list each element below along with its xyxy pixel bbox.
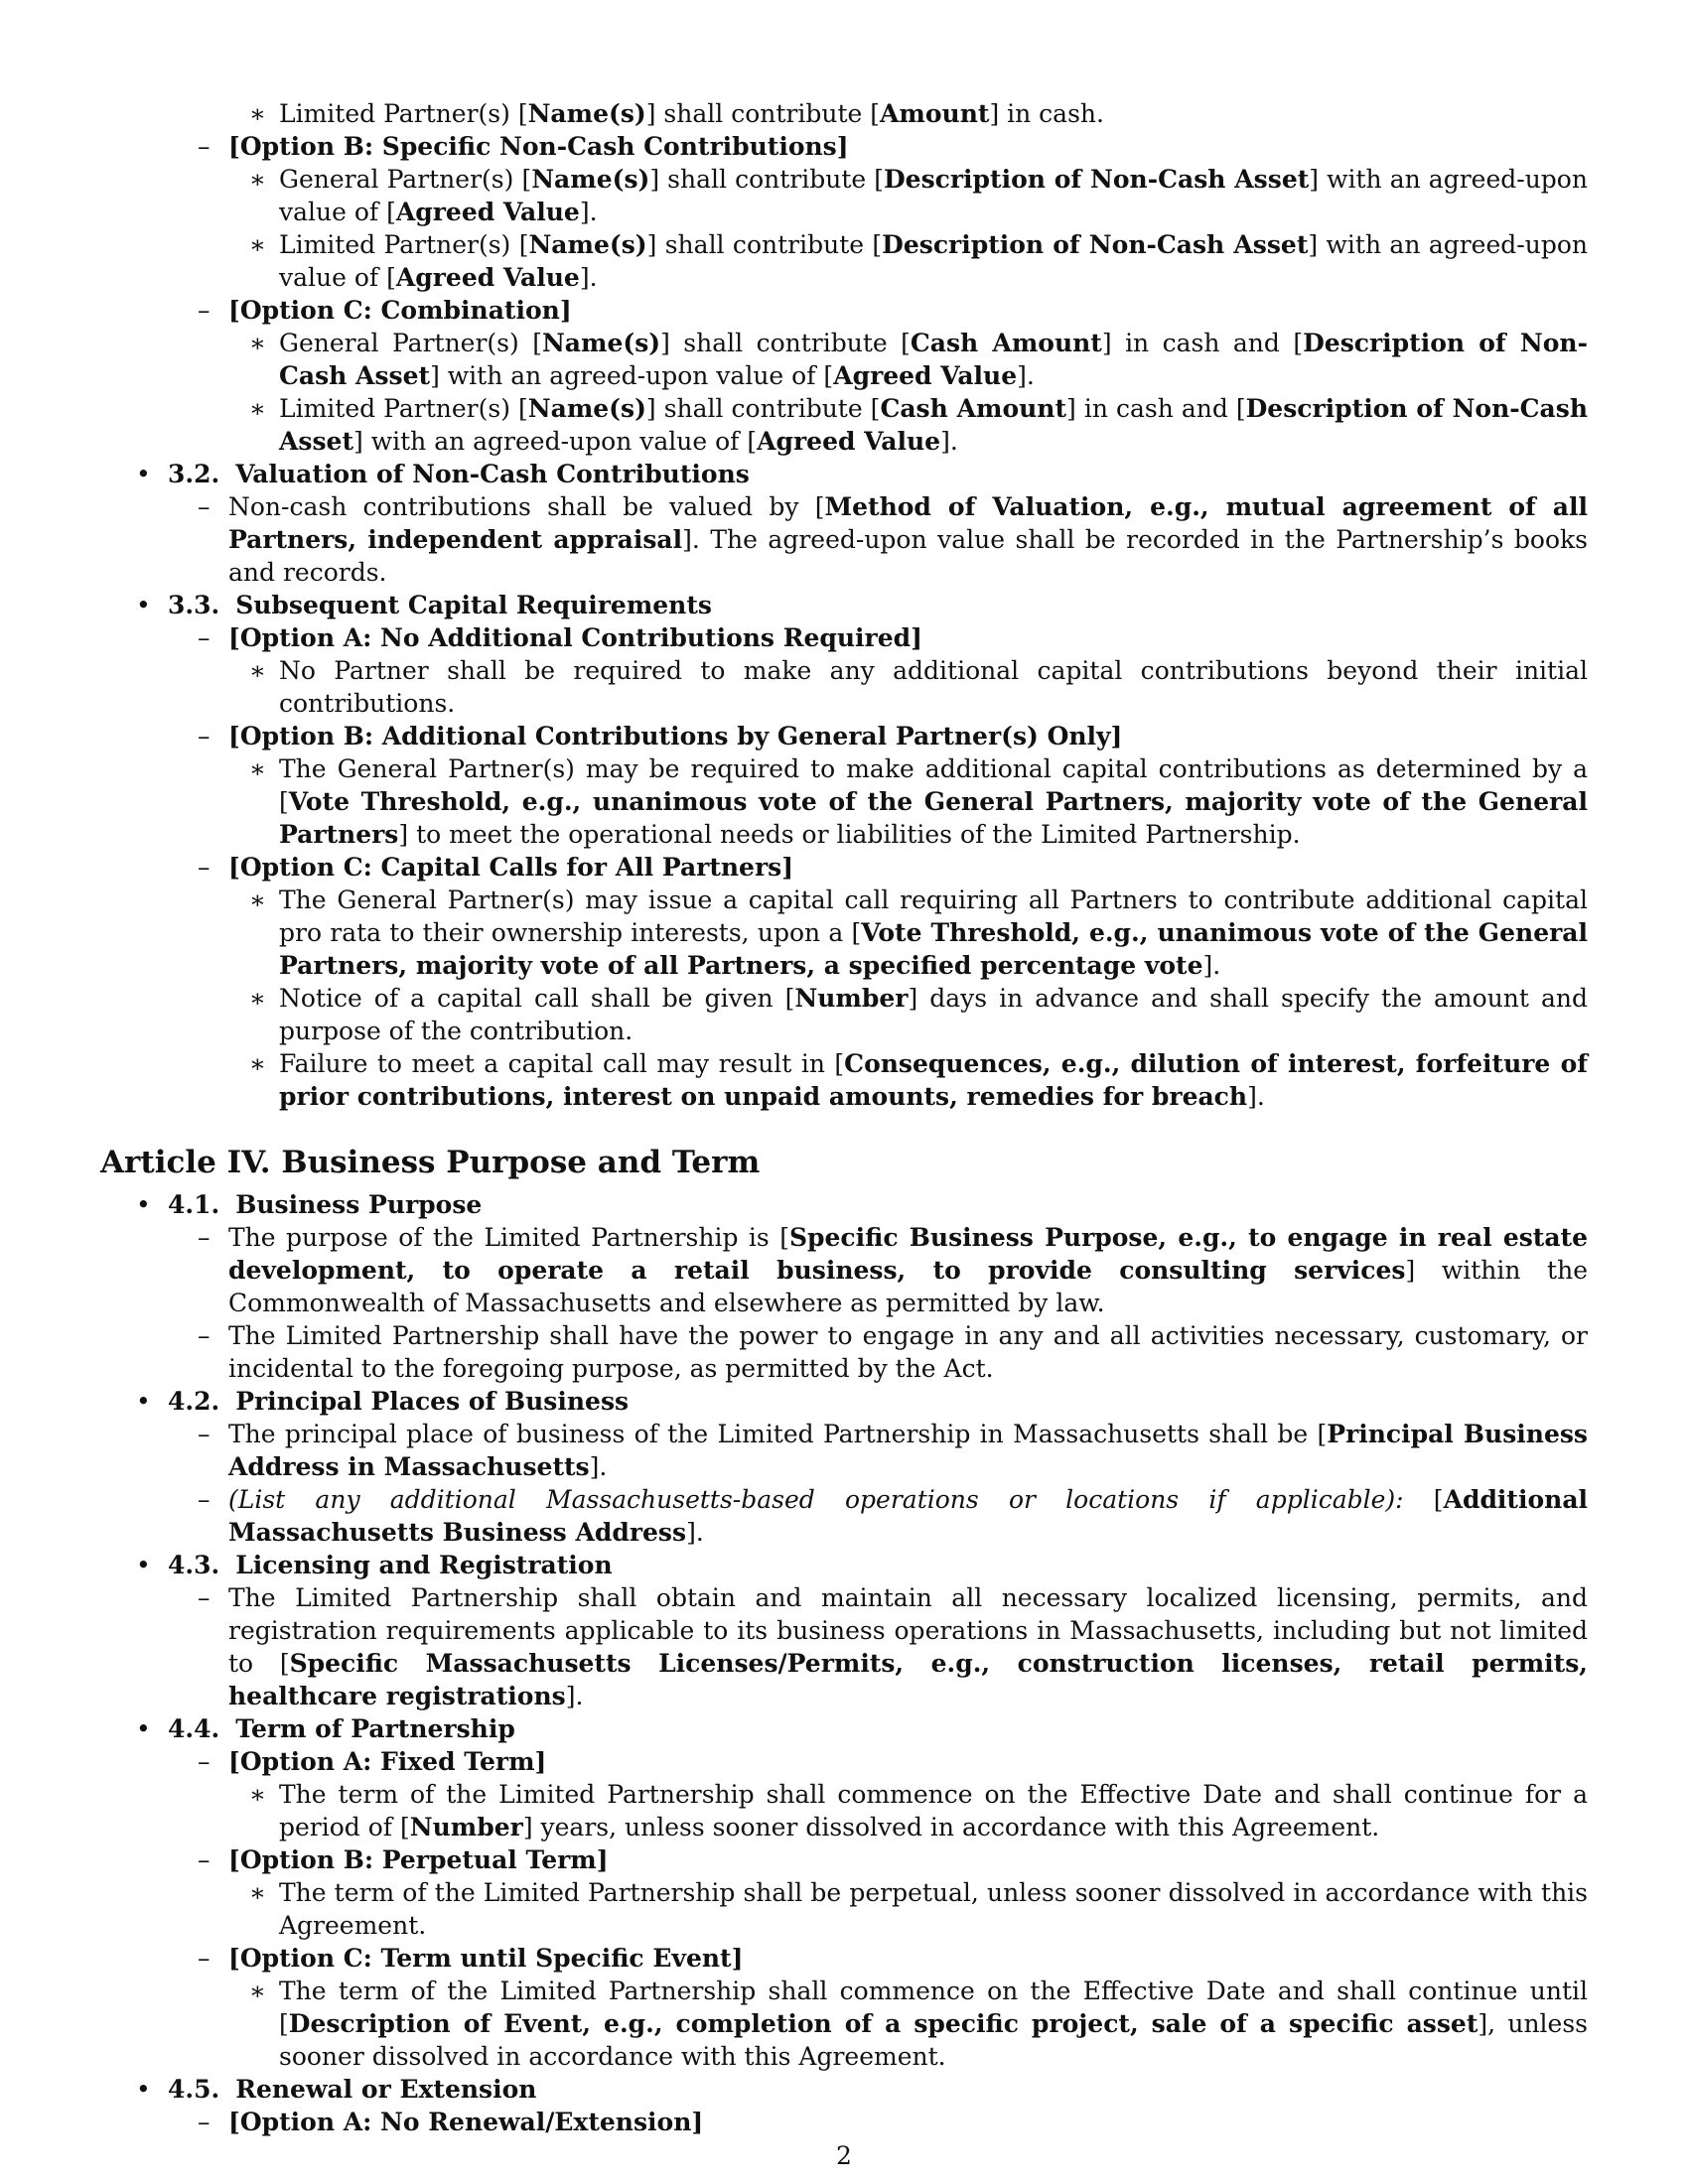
bullet-l2: –: [198, 853, 211, 882]
bullet-l3: ∗: [249, 329, 266, 357]
bullet-l1: •: [136, 1190, 151, 1219]
option-heading: – [Option C: Combination]: [198, 296, 572, 325]
option-heading: – [Option A: Fixed Term]: [198, 1747, 547, 1776]
option-heading: – [Option C: Capital Calls for All Partners]: [198, 853, 794, 882]
option-heading: – [Option C: Term until Specific Event]: [198, 1944, 744, 1973]
list-item: – The purpose of the Limited Partnership is [Specific Business Purpose, e.g., to engage in real estate development, to operate a retail business, to provide consulting services] within the Commonwealth of Massachusetts and elsewhere as permitted by law.: [198, 1223, 1588, 1317]
list-item: ∗ Limited Partner(s) [Name(s)] shall contribute [Cash Amount] in cash and [Description of Non-Cash Asset] with an agreed-upon value of [Agreed Value].: [249, 394, 1588, 456]
bullet-l3: ∗: [249, 1780, 266, 1809]
bullet-l2: –: [198, 1420, 211, 1448]
section-heading: • 3.2. Valuation of Non-Cash Contributions: [136, 460, 750, 488]
section-heading: • 4.3. Licensing and Registration: [136, 1551, 613, 1579]
bullet-l1: •: [136, 1387, 151, 1416]
document-body: [100, 97, 1588, 2138]
bullet-l2: –: [198, 296, 211, 325]
list-item: – Non-cash contributions shall be valued by [Method of Valuation, e.g., mutual agreement of all Partners, independent appraisal]. The agreed-upon value shall be recorded in the Partnership’s books and records.: [198, 492, 1588, 587]
list-item: ∗ No Partner shall be required to make any additional capital contributions beyond their initial contributions.: [249, 656, 1588, 718]
bullet-l3: ∗: [249, 886, 266, 914]
bullet-l3: ∗: [249, 1878, 266, 1907]
list-item: – The Limited Partnership shall obtain and maintain all necessary localized licensing, permits, and registration requirements applicable to its business operations in Massachusetts, including but not limited to [Specific Massachusetts Licenses/Permits, e.g., construction licenses, retail permits, healthcare registrations].: [198, 1583, 1588, 1710]
option-heading: – [Option A: No Renewal/Extension]: [198, 2108, 704, 2136]
bullet-l2: –: [198, 1223, 211, 1252]
page-number: 2: [836, 2141, 852, 2170]
bullet-l2: –: [198, 1321, 211, 1350]
list-item: ∗ Limited Partner(s) [Name(s)] shall contribute [Amount] in cash.: [249, 99, 1104, 128]
list-item: ∗ The General Partner(s) may be required to make additional capital contributions as determined by a [Vote Threshold, e.g., unanimous vote of the General Partners, majority vote of the General Partners] to meet the operational needs or liabilities of the Limited Partnership.: [249, 754, 1588, 849]
section-heading: • 3.3. Subsequent Capital Requirements: [136, 591, 712, 619]
bullet-l3: ∗: [249, 230, 266, 259]
section-heading: • 4.2. Principal Places of Business: [136, 1387, 630, 1416]
bullet-l3: ∗: [249, 1049, 266, 1078]
option-heading: – [Option B: Additional Contributions by General Partner(s) Only]: [198, 722, 1123, 751]
bullet-l3: ∗: [249, 984, 266, 1013]
bullet-l1: •: [136, 1551, 151, 1579]
bullet-l3: ∗: [249, 394, 266, 423]
section-heading: • 4.4. Term of Partnership: [136, 1714, 515, 1743]
section-heading: • 4.5. Renewal or Extension: [136, 2075, 537, 2104]
bullet-l2: –: [198, 132, 211, 161]
bullet-l2: –: [198, 1747, 211, 1776]
list-item: – The Limited Partnership shall have the power to engage in any and all activities necessary, customary, or incidental to the foregoing purpose, as permitted by the Act.: [198, 1321, 1588, 1383]
list-item: ∗ Notice of a capital call shall be given [Number] days in advance and shall specify the amount and purpose of the contribution.: [249, 984, 1588, 1045]
bullet-l3: ∗: [249, 754, 266, 783]
list-item: ∗ Failure to meet a capital call may result in [Consequences, e.g., dilution of interest, forfeiture of prior contributions, interest on unpaid amounts, remedies for breach].: [249, 1049, 1588, 1111]
list-item: ∗ The term of the Limited Partnership shall commence on the Effective Date and shall continue for a period of [Number] years, unless sooner dissolved in accordance with this Agreement.: [249, 1780, 1588, 1842]
bullet-l1: •: [136, 591, 151, 619]
list-item: – (List any additional Massachusetts-based operations or locations if applicable): [Additional Massachusetts Business Address].: [198, 1485, 1589, 1547]
list-item: ∗ The term of the Limited Partnership shall commence on the Effective Date and shall continue until [Description of Event, e.g., completion of a specific project, sale of a specific asset], unless sooner dissolved in accordance with this Agreement.: [249, 1977, 1588, 2071]
bullet-l2: –: [198, 722, 211, 751]
bullet-l3: ∗: [249, 99, 266, 128]
bullet-l2: –: [198, 1944, 211, 1973]
bullet-l1: •: [136, 460, 151, 488]
option-heading: – [Option A: No Additional Contributions Required]: [198, 623, 922, 652]
list-item: ∗ General Partner(s) [Name(s)] shall contribute [Cash Amount] in cash and [Description of Non-Cash Asset] with an agreed-upon value of [Agreed Value].: [249, 329, 1588, 390]
bullet-l1: •: [136, 2075, 151, 2104]
list-item: ∗ General Partner(s) [Name(s)] shall contribute [Description of Non-Cash Asset] with an agreed-upon value of [Agreed Value].: [249, 165, 1588, 226]
bullet-l3: ∗: [249, 656, 266, 685]
option-heading: – [Option B: Perpetual Term]: [198, 1845, 609, 1874]
bullet-l2: –: [198, 623, 211, 652]
option-heading: – [Option B: Specific Non-Cash Contributions]: [198, 132, 849, 161]
bullet-l3: ∗: [249, 1977, 266, 2005]
list-item: ∗ The General Partner(s) may issue a capital call requiring all Partners to contribute additional capital pro rata to their ownership interests, upon a [Vote Threshold, e.g., unanimous vote of the General Partners, majority vote of all Partners, a specified percentage vote].: [249, 886, 1588, 980]
list-item: – The principal place of business of the Limited Partnership in Massachusetts shall be [Principal Business Address in Massachusetts].: [198, 1420, 1588, 1481]
bullet-l2: –: [198, 2108, 211, 2136]
article-heading: Article IV. Business Purpose and Term: [100, 1145, 761, 1180]
section-heading: • 4.1. Business Purpose: [136, 1190, 483, 1219]
list-item: ∗ The term of the Limited Partnership shall be perpetual, unless sooner dissolved in accordance with this Agreement.: [249, 1878, 1588, 1940]
bullet-l3: ∗: [249, 165, 266, 194]
list-item: ∗ Limited Partner(s) [Name(s)] shall contribute [Description of Non-Cash Asset] with an agreed-upon value of [Agreed Value].: [249, 230, 1588, 292]
bullet-l2: –: [198, 1583, 211, 1612]
bullet-l1: •: [136, 1714, 151, 1743]
bullet-l2: –: [198, 492, 211, 521]
bullet-l2: –: [198, 1845, 211, 1874]
bullet-l2: –: [198, 1485, 211, 1514]
